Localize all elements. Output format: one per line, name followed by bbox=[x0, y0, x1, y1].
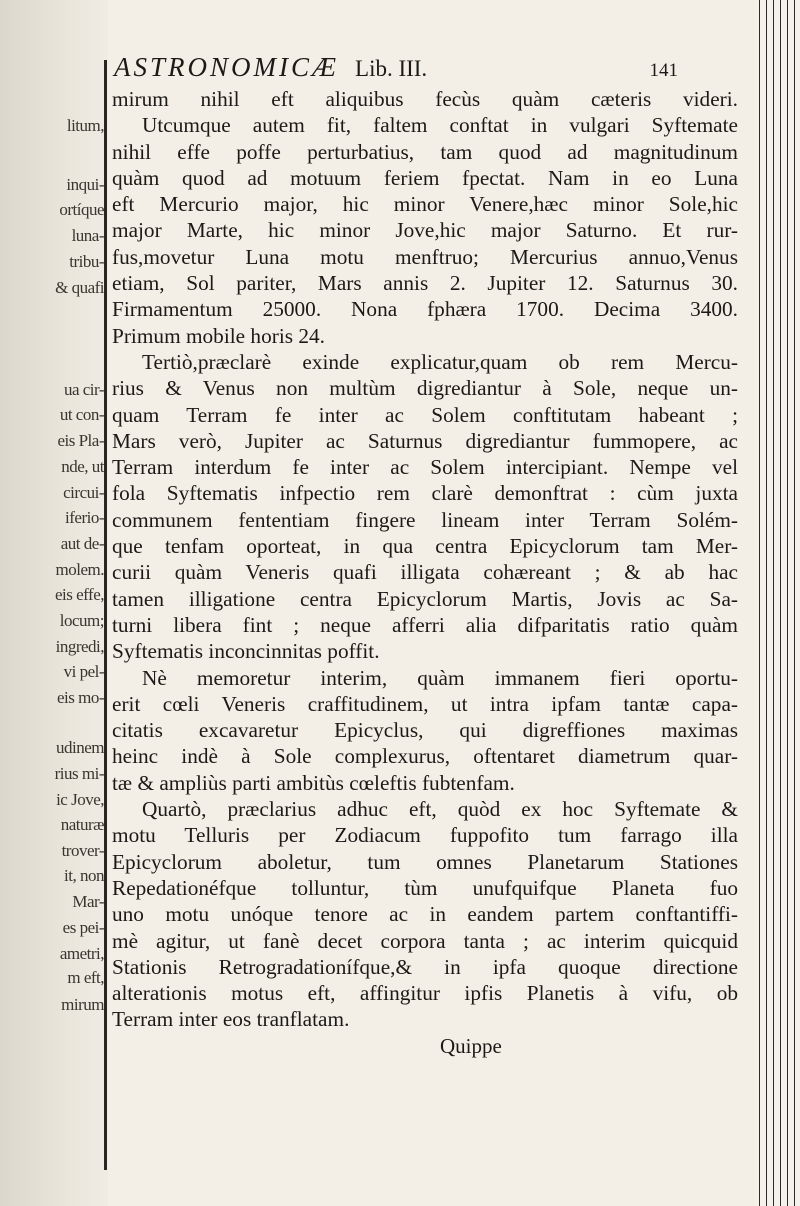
text-line: mè agitur, ut fanè decet corpora tanta ; ac interim quicquid bbox=[112, 928, 738, 953]
catchword: Quippe bbox=[440, 1034, 502, 1058]
running-header bbox=[112, 52, 738, 86]
text-line: Epicyclorum aboletur, tum omnes Planetarum Stationes bbox=[112, 849, 738, 874]
margin-fragment: & quafi bbox=[55, 278, 104, 297]
text-line: curii quàm Veneris quafi illigata cohæreant ; & ab hac bbox=[112, 560, 738, 585]
margin-fragment: litum, bbox=[66, 116, 104, 135]
text-line: heinc indè à Sole complexurus, oftentaret diametrum quar- bbox=[112, 744, 738, 769]
margin-fragment: iferio- bbox=[65, 508, 104, 527]
text-line: Syftematis inconcinnitas poffit. bbox=[112, 639, 380, 664]
body-text bbox=[112, 86, 738, 1033]
margin-fragment: circui- bbox=[63, 483, 104, 502]
text-line: quàm quod ad motuum feriem fpectat. Nam in eo Luna bbox=[112, 165, 738, 190]
text-line: motu Telluris per Zodiacum fuppofito tum farrago illa bbox=[112, 823, 738, 848]
text-line: uno motu unóque tenore ac in eandem partem conftantiffi- bbox=[112, 902, 738, 927]
margin-fragment: locum; bbox=[59, 611, 104, 630]
margin-fragment: Mar- bbox=[72, 892, 104, 911]
margin-fragment: udinem bbox=[56, 738, 104, 757]
margin-fragment: luna- bbox=[71, 226, 104, 245]
margin-fragment: nde, ut bbox=[61, 457, 104, 476]
margin-fragment: ortíque bbox=[59, 200, 104, 219]
text-line: que tenfam oporteat, in qua centra Epicyclorum tam Mer- bbox=[112, 534, 738, 559]
text-line: fola Syftematis infpectio rem clarè demonftrat : cùm juxta bbox=[112, 481, 738, 506]
text-line: rius & Venus non multùm digrediantur à Sole, neque un- bbox=[112, 376, 738, 401]
margin-fragment: ametri, bbox=[59, 944, 104, 963]
text-line: Stationis Retrogradationífque,& in ipfa quoque directione bbox=[112, 954, 738, 979]
text-line: turni libera fint ; neque afferri alia difparitatis ratio quàm bbox=[112, 612, 738, 637]
margin-fragment: it, non bbox=[64, 866, 104, 885]
margin-fragment: trover- bbox=[61, 841, 104, 860]
margin-fragment: ua cir- bbox=[63, 380, 104, 399]
text-line: Terram inter eos tranflatam. bbox=[112, 1007, 350, 1032]
text-line: Quartò, præclarius adhuc eft, quòd ex hoc Syftemate & bbox=[142, 797, 738, 822]
margin-fragment: m eft, bbox=[67, 968, 104, 987]
book-page bbox=[112, 52, 738, 1033]
text-line: tæ & ampliùs parti ambitùs cœleftis fubtenfam. bbox=[112, 770, 515, 795]
text-line: tamen illigatione centra Epicyclorum Martis, Jovis ac Sa- bbox=[112, 586, 738, 611]
margin-fragment: mirum bbox=[61, 995, 104, 1014]
facing-page-margin bbox=[0, 0, 108, 1206]
text-line: major Marte, hic minor Jove,hic major Saturno. Et rur- bbox=[112, 218, 738, 243]
margin-fragment: ic Jove, bbox=[56, 790, 104, 809]
margin-fragment: naturæ bbox=[60, 815, 104, 834]
page-number: 141 bbox=[649, 60, 678, 81]
margin-fragment: ingredi, bbox=[55, 637, 104, 656]
margin-fragment: inqui- bbox=[66, 175, 104, 194]
running-title: ASTRONOMICÆ bbox=[114, 52, 340, 82]
margin-fragment: rius mi- bbox=[54, 764, 104, 783]
margin-fragment: eis mo- bbox=[56, 688, 104, 707]
text-line: nihil effe poffe perturbatius, tam quod ad magnitudinum bbox=[112, 139, 738, 164]
text-line: Tertiò,præclarè exinde explicatur,quam ob rem Mercu- bbox=[142, 349, 738, 374]
text-line: Mars verò, Jupiter ac Saturnus digrediantur fummopere, ac bbox=[112, 428, 738, 453]
text-line: citatis excavaretur Epicyclus, qui digreffiones maximas bbox=[112, 718, 738, 743]
text-line: fus,movetur Luna motu menftruo; Mercurius annuo,Venus bbox=[112, 244, 738, 269]
text-line: quam Terram fe inter ac Solem conftitutam habeant ; bbox=[112, 402, 738, 427]
text-line: Nè memoretur interim, quàm immanem fieri oportu- bbox=[142, 665, 738, 690]
text-line: Firmamentum 25000. Nona fphæra 1700. Decima 3400. bbox=[112, 297, 738, 322]
margin-fragment: eis Pla- bbox=[57, 431, 104, 450]
text-line: communem fententiam fingere lineam inter Terram Solém- bbox=[112, 507, 738, 532]
text-line: erit cœli Veneris craffitudinem, ut intra ipfam tantæ capa- bbox=[112, 691, 738, 716]
margin-fragment: ut con- bbox=[59, 405, 104, 424]
text-line: etiam, Sol pariter, Mars annis 2. Jupiter 12. Saturnus 30. bbox=[112, 271, 738, 296]
book-number: Lib. III. bbox=[355, 56, 428, 81]
gutter-rule bbox=[104, 60, 107, 1170]
text-line: Terram interdum fe inter ac Solem intercipiant. Nempe vel bbox=[112, 455, 738, 480]
text-line: mirum nihil eft aliquibus fecùs quàm cæteris videri. bbox=[112, 87, 738, 111]
margin-fragment: molem. bbox=[55, 560, 104, 579]
text-line: alterationis motus eft, affingitur ipfis Planetis à vifu, ob bbox=[112, 981, 738, 1006]
margin-fragment: vi pel- bbox=[63, 662, 104, 681]
text-line: Primum mobile horis 24. bbox=[112, 323, 325, 348]
margin-fragment: eis effe, bbox=[55, 585, 104, 604]
text-line: eft Mercurio major, hic minor Venere,hæc minor Sole,hic bbox=[112, 192, 738, 217]
margin-fragment: tribu- bbox=[69, 252, 104, 271]
page-edge bbox=[742, 0, 800, 1206]
margin-fragment: es pei- bbox=[62, 918, 104, 937]
margin-fragment: aut de- bbox=[60, 534, 104, 553]
text-line: Utcumque autem fit, faltem conftat in vulgari Syftemate bbox=[142, 113, 738, 138]
text-line: Repedationéfque tolluntur, tùm unufquifque Planeta fuo bbox=[112, 875, 738, 900]
